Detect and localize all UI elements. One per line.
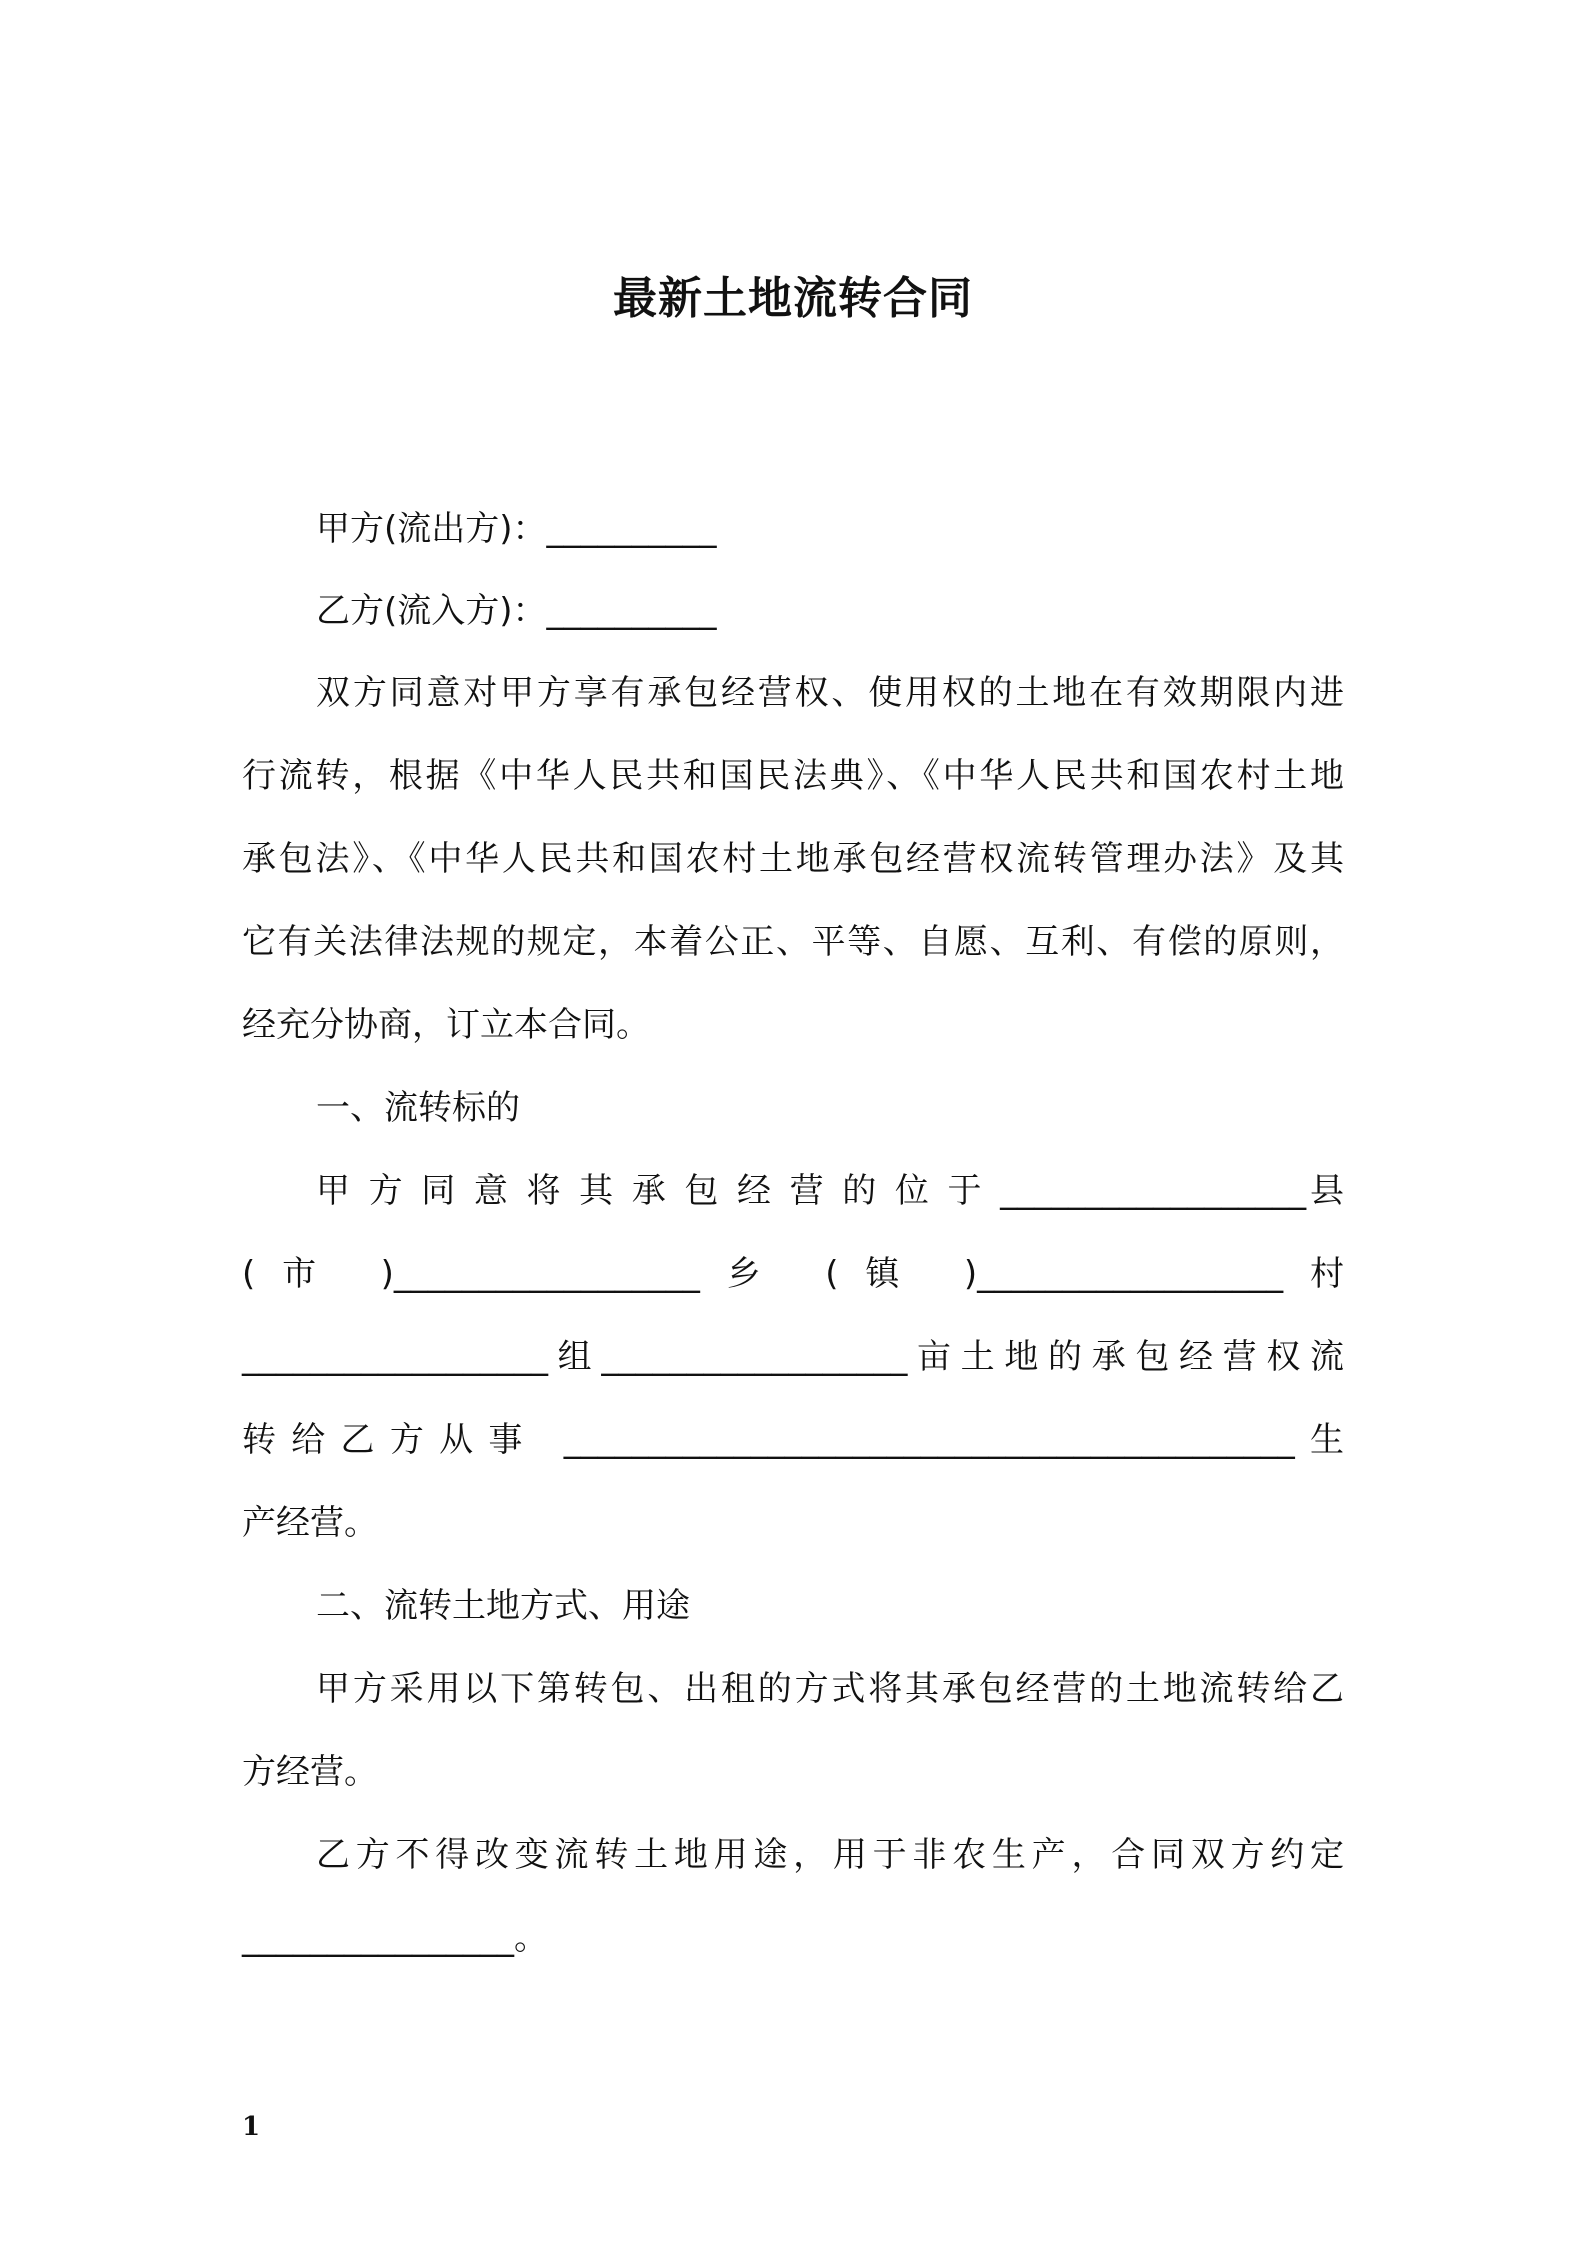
preamble-line-5: 经充分协商，订立本合同。	[242, 1005, 650, 1045]
section2-heading: 二、流转土地方式、用途	[316, 1586, 690, 1626]
page-number: 1	[242, 2112, 261, 2142]
section1-line-5: 产经营。	[242, 1503, 378, 1543]
section1-line-2: (市 )__________________乡 (镇 )__________________村	[242, 1254, 1344, 1294]
section2-line-1: 甲方采用以下第转包、出租的方式将其承包经营的土地流转给乙	[316, 1669, 1344, 1709]
section1-line-1: 甲 方 同 意 将 其 承 包 经 营 的 位 于 __________________县	[316, 1171, 1344, 1211]
preamble-line-1: 双方同意对甲方享有承包经营权、使用权的土地在有效期限内进	[316, 673, 1344, 713]
preamble-line-2: 行流转，根据《中华人民共和国民法典》、《中华人民共和国农村土地	[242, 756, 1344, 796]
section2-line-2: 方经营。	[242, 1752, 378, 1792]
section1-line-3: __________________组__________________亩土地的承包经营权流	[242, 1337, 1344, 1377]
section1-line-4: 转给乙方从事 ___________________________________________生	[242, 1420, 1344, 1460]
section2-line-4: ________________。	[242, 1918, 548, 1958]
party-b-line: 乙方(流入方)：__________	[316, 591, 717, 631]
section2-line-3: 乙方不得改变流转土地用途，用于非农生产，合同双方约定	[316, 1835, 1344, 1875]
party-a-line: 甲方(流出方)：__________	[316, 509, 717, 549]
section1-heading: 一、流转标的	[316, 1088, 520, 1128]
preamble-line-4: 它有关法律法规的规定，本着公正、平等、自愿、互利、有偿的原则，	[242, 922, 1344, 962]
preamble-line-3: 承包法》、《中华人民共和国农村土地承包经营权流转管理办法》及其	[242, 839, 1344, 879]
document-title: 最新土地流转合同	[613, 273, 973, 324]
